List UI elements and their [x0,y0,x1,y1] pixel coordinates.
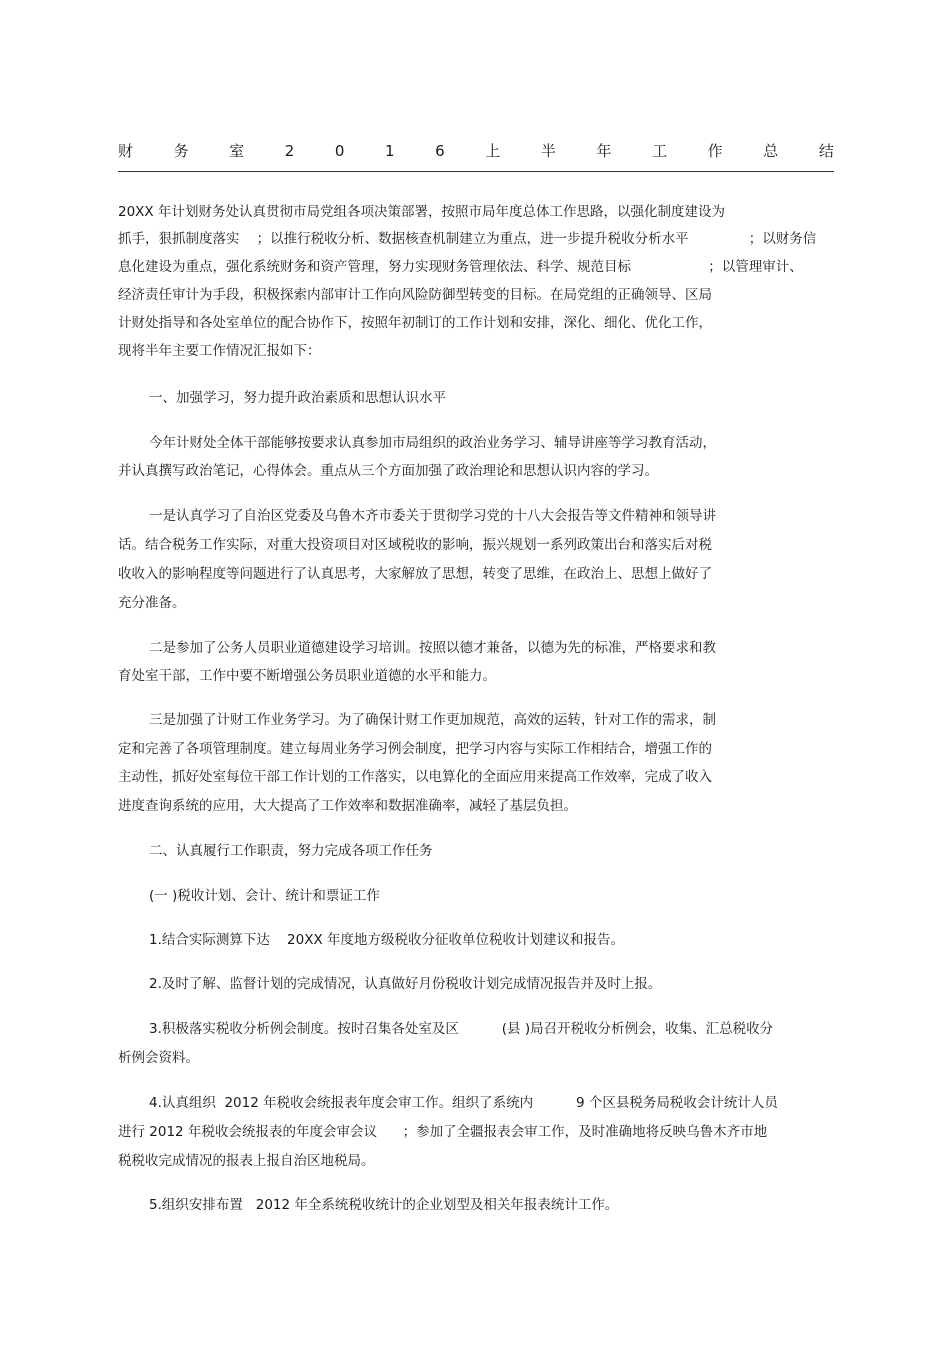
title-char: 结 [818,142,834,160]
paragraph-line: 抓手，狠抓制度落实 ；以推行税收分析、数据核查机制建立为重点，进一步提升税收分析水平 ；以财务信 [118,231,817,247]
title-char: 6 [435,142,445,160]
paragraph-line: 析例会资料。 [118,1050,199,1066]
paragraph-line: 息化建设为重点，强化系统财务和资产管理，努力实现财务管理依法、科学、规范目标 ；以管理审计、 [118,259,803,275]
paragraph-line: 育处室干部，工作中要不断增强公务员职业道德的水平和能力。 [118,668,496,684]
title-char: 财 [118,142,134,160]
title-char: 1 [385,142,395,160]
paragraph-line: 经济责任审计为手段，积极探索内部审计工作向风险防御型转变的目标。在局党组的正确领导、区局 [118,287,712,303]
paragraph-line: 今年计财处全体干部能够按要求认真参加市局组织的政治业务学习、辅导讲座等学习教育活动， [149,435,716,451]
list-item: 3.积极落实税收分析例会制度。按时召集各处室及区 (县 )局召开税收分析例会，收集、汇总税收分 [149,1021,774,1037]
paragraph-line: 二是参加了公务人员职业道德建设学习培训。按照以德才兼备，以德为先的标准，严格要求和教 [149,640,716,656]
paragraph-line: 并认真撰写政治笔记，心得体会。重点从三个方面加强了政治理论和思想认识内容的学习。 [118,463,658,479]
list-item: 5.组织安排布置 2012 年全系统税收统计的企业划型及相关年报表统计工作。 [149,1197,619,1213]
paragraph-line: 定和完善了各项管理制度。建立每周业务学习例会制度，把学习内容与实际工作相结合，增强工作的 [118,741,712,757]
paragraph-line: 主动性，抓好处室每位干部工作计划的工作落实，以电算化的全面应用来提高工作效率，完成了收入 [118,769,712,785]
list-item: 4.认真组织 2012 年税收会统报表年度会审工作。组织了系统内 9 个区县税务局税收会计统计人员 [149,1095,778,1111]
list-item: 1.结合实际测算下达 20XX 年度地方级税收分征收单位税收计划建议和报告。 [149,932,625,948]
paragraph-line: 一是认真学习了自治区党委及乌鲁木齐市委关于贯彻学习党的十八大会报告等文件精神和领导讲 [149,508,716,524]
title-char: 上 [485,142,501,160]
paragraph-line: 计财处指导和各处室单位的配合协作下，按照年初制订的工作计划和安排，深化、细化、优化工作， [118,315,712,331]
paragraph-line: 现将半年主要工作情况汇报如下： [118,343,321,359]
section-heading: 二、认真履行工作职责，努力完成各项工作任务 [149,843,433,859]
title-char: 0 [334,142,345,160]
title-char: 务 [173,142,189,160]
paragraph-line: 进行 2012 年税收会统报表的年度会审会议 ；参加了全疆报表会审工作，及时准确地将反映乌鲁木齐市地 [118,1124,768,1140]
paragraph-line: 充分准备。 [118,595,186,611]
document-title [118,138,834,164]
title-char: 半 [540,142,556,160]
paragraph-line: 税税收完成情况的报表上报自治区地税局。 [118,1153,375,1169]
paragraph-line: 进度查询系统的应用，大大提高了工作效率和数据准确率，减轻了基层负担。 [118,798,577,814]
paragraph-line: 话。结合税务工作实际，对重大投资项目对区域税收的影响，振兴规划一系列政策出台和落实后对税 [118,537,712,553]
title-underline [118,171,834,172]
paragraph-line: 20XX 年计划财务处认真贯彻市局党组各项决策部署，按照市局年度总体工作思路，以强化制度建设为 [118,204,725,220]
title-char: 工 [652,142,668,160]
paragraph-line: 收收入的影响程度等问题进行了认真思考，大家解放了思想，转变了思维，在政治上、思想上做好了 [118,566,712,582]
title-char: 年 [596,142,612,160]
title-char: 2 [284,142,295,160]
title-char: 总 [763,142,779,160]
paragraph-line: 三是加强了计财工作业务学习。为了确保计财工作更加规范，高效的运转，针对工作的需求，制 [149,712,716,728]
title-char: 作 [707,142,723,160]
title-char: 室 [229,142,245,160]
list-item: 2.及时了解、监督计划的完成情况，认真做好月份税收计划完成情况报告并及时上报。 [149,976,662,992]
section-heading: 一、加强学习，努力提升政治素质和思想认识水平 [149,390,446,406]
subsection-heading: (一 )税收计划、会计、统计和票证工作 [149,888,380,904]
